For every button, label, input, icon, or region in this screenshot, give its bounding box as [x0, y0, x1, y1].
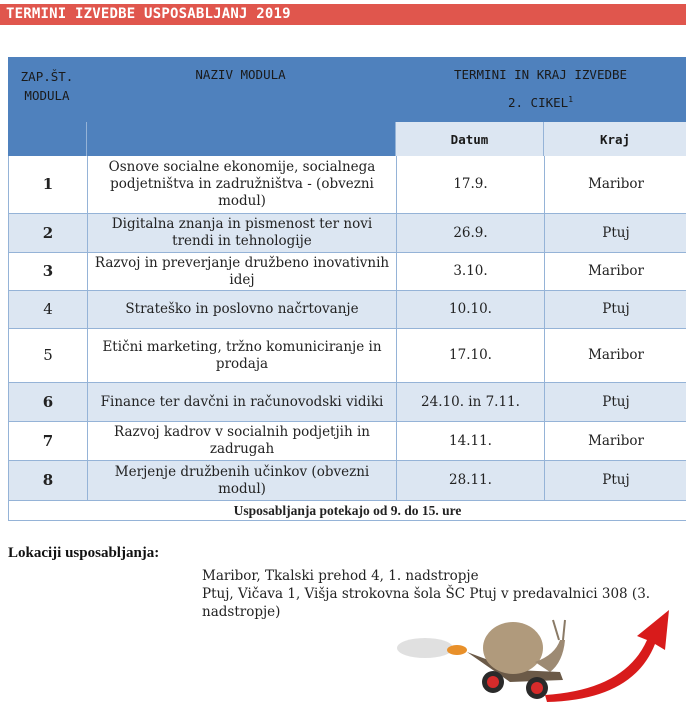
header-cycle [395, 95, 686, 110]
module-place: Ptuj [544, 383, 686, 421]
module-number: 6 [42, 392, 54, 411]
module-date: 26.9. [396, 214, 544, 252]
module-name: Osnove socialne ekonomije, socialnega podjetništva in zadružništva - (obvezni modul) [87, 156, 396, 213]
table-row [8, 253, 686, 291]
module-number: 3 [42, 262, 54, 280]
page-title: TERMINI IZVEDBE USPOSABLJANJ 2019 [6, 6, 291, 22]
table-row [8, 214, 686, 253]
module-name: Merjenje družbenih učinkov (obvezni modul) [87, 461, 396, 500]
header-cycle-text: 2. CIKEL [507, 95, 569, 111]
header-num [8, 67, 86, 105]
location-ptuj-cont: nadstropje) [202, 604, 281, 620]
module-number: 1 [42, 175, 54, 193]
module-number: 2 [42, 223, 54, 242]
module-date: 28.11. [396, 461, 544, 500]
module-date: 17.9. [396, 156, 544, 213]
module-name: Digitalna znanja in pismenost ter novi trendi in tehnologije [87, 214, 396, 252]
module-number: 4 [43, 300, 53, 318]
module-date: 14.11. [396, 422, 544, 460]
table-row [8, 291, 686, 329]
header-name: NAZIV MODULA [195, 67, 286, 82]
table-header [8, 57, 686, 156]
module-date: 3.10. [396, 253, 544, 290]
location-ptuj: Ptuj, Vičava 1, Višja strokovna šola ŠC Ptuj v predavalnici 308 (3. [202, 586, 651, 602]
table-row [8, 329, 686, 383]
module-number: 5 [43, 346, 53, 364]
module-place: Ptuj [544, 461, 686, 500]
footnote-ref: 1 [568, 95, 574, 104]
subheader-place: Kraj [543, 122, 686, 156]
module-number: 8 [42, 471, 54, 489]
snail-antenna [553, 620, 559, 640]
table-row [8, 156, 686, 214]
header-num-line2: MODULA [24, 88, 70, 103]
module-date: 10.10. [396, 291, 544, 328]
module-name: Finance ter davčni in računovodski vidiki [87, 383, 396, 421]
table-row [8, 422, 686, 461]
location-maribor: Maribor, Tkalski prehod 4, 1. nadstropje [202, 568, 479, 584]
module-name: Razvoj kadrov v socialnih podjetjih in zadrugah [87, 422, 396, 460]
module-place: Maribor [544, 329, 686, 382]
module-place: Maribor [544, 422, 686, 460]
table-row [8, 461, 686, 501]
red-arrow-icon [545, 610, 669, 702]
locations-label: Lokaciji usposabljanja: [8, 545, 160, 561]
snail-antenna [563, 620, 565, 640]
snail-shell [483, 622, 543, 674]
module-place: Ptuj [544, 214, 686, 252]
module-name: Razvoj in preverjanje družbeno inovativnih idej [87, 253, 396, 290]
table-row [8, 383, 686, 422]
module-place: Maribor [544, 156, 686, 213]
module-number: 7 [42, 431, 54, 450]
module-name: Etični marketing, tržno komuniciranje in prodaja [87, 329, 396, 382]
module-date: 17.10. [396, 329, 544, 382]
exhaust-flame [447, 645, 467, 655]
module-date: 24.10. in 7.11. [396, 383, 544, 421]
header-terms: TERMINI IN KRAJ IZVEDBE [453, 67, 628, 82]
header-num-line1: ZAP.ŠT. [20, 69, 74, 84]
table-footer-note: Usposabljanja potekajo od 9. do 15. ure [8, 501, 686, 521]
title-bar [0, 4, 686, 25]
smoke [397, 638, 453, 658]
module-place: Ptuj [544, 291, 686, 328]
wheel-rim [487, 676, 499, 688]
header-divider [86, 122, 87, 156]
subheader-date: Datum [395, 122, 543, 156]
module-name: Strateško in poslovno načrtovanje [87, 291, 396, 328]
wheel-rim [531, 682, 543, 694]
module-place: Maribor [544, 253, 686, 290]
snail-racecar-illustration [385, 600, 685, 703]
